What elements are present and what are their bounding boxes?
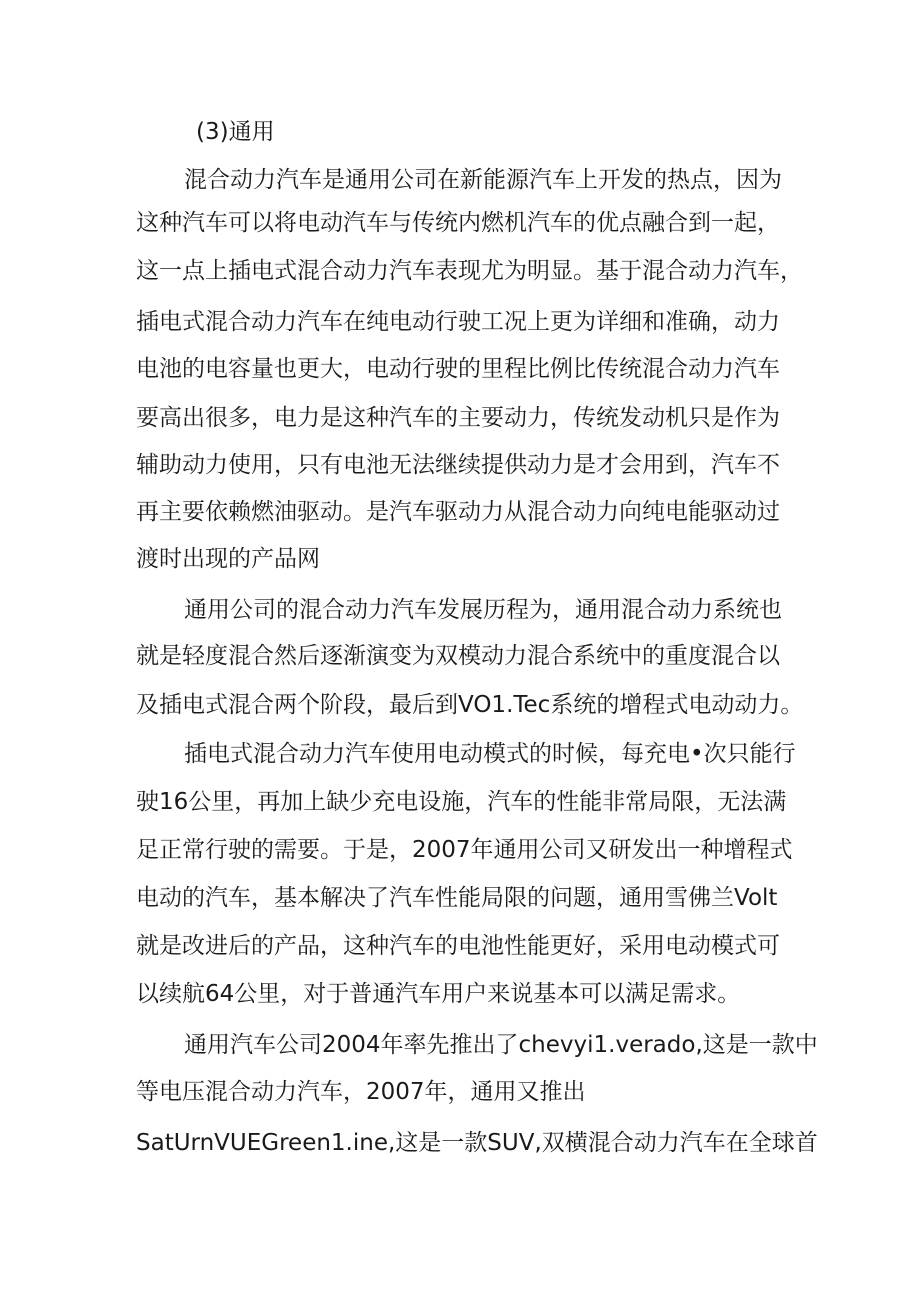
text-line: 就是改进后的产品，这种汽车的电池性能更好，采用电动模式可 [136,933,780,959]
text-line: 电池的电容量也更大，电动行驶的里程比例比传统混合动力汽车 [136,356,780,382]
text-line: 通用公司的混合动力汽车发展历程为，通用混合动力系统也 [184,597,782,623]
text-line: 辅助动力使用，只有电池无法继续提供动力是才会用到，汽车不 [136,452,780,478]
text-line: 混合动力汽车是通用公司在新能源汽车上开发的热点，因为 [184,167,782,193]
text-line: 就是轻度混合然后逐渐演变为双模动力混合系统中的重度混合以 [136,643,780,669]
text-line: 足正常行驶的需要。于是，2007年通用公司又研发出一种增程式 [136,837,793,863]
text-line: SatUrnVUEGreen1.ine,这是一款SUV,双横混合动力汽车在全球首 [136,1130,818,1156]
text-line: 渡时出现的产品网 [136,546,320,572]
text-line: 以续航64公里，对于普通汽车用户来说基本可以满足需求。 [136,981,741,1007]
text-line: 通用汽车公司2004年率先推出了chevyi1.verado,这是一款中 [184,1032,818,1058]
text-line: 再主要依赖燃油驱动。是汽车驱动力从混合动力向纯电能驱动过 [136,499,780,525]
text-line: 要高出很多，电力是这种汽车的主要动力，传统发动机只是作为 [136,405,780,431]
text-line: 这种汽车可以将电动汽车与传统内燃机汽车的优点融合到一起， [136,210,780,236]
text-line: 插电式混合动力汽车使用电动模式的时候，每充电•次只能行 [184,741,796,767]
section-heading: (3)通用 [196,119,275,145]
text-line: 插电式混合动力汽车在纯电动行驶工况上更为详细和准确，动力 [136,309,780,335]
text-line: 等电压混合动力汽车，2007年，通用又推出 [136,1079,586,1105]
text-line: 这一点上插电式混合动力汽车表现尤为明显。基于混合动力汽车， [136,258,803,284]
text-line: 及插电式混合两个阶段，最后到VO1.Tec系统的增程式电动动力。 [136,692,804,718]
text-line: 驶16公里，再加上缺少充电设施，汽车的性能非常局限，无法满 [136,789,787,815]
text-line: 电动的汽车，基本解决了汽车性能局限的问题，通用雪佛兰Volt [136,885,778,911]
